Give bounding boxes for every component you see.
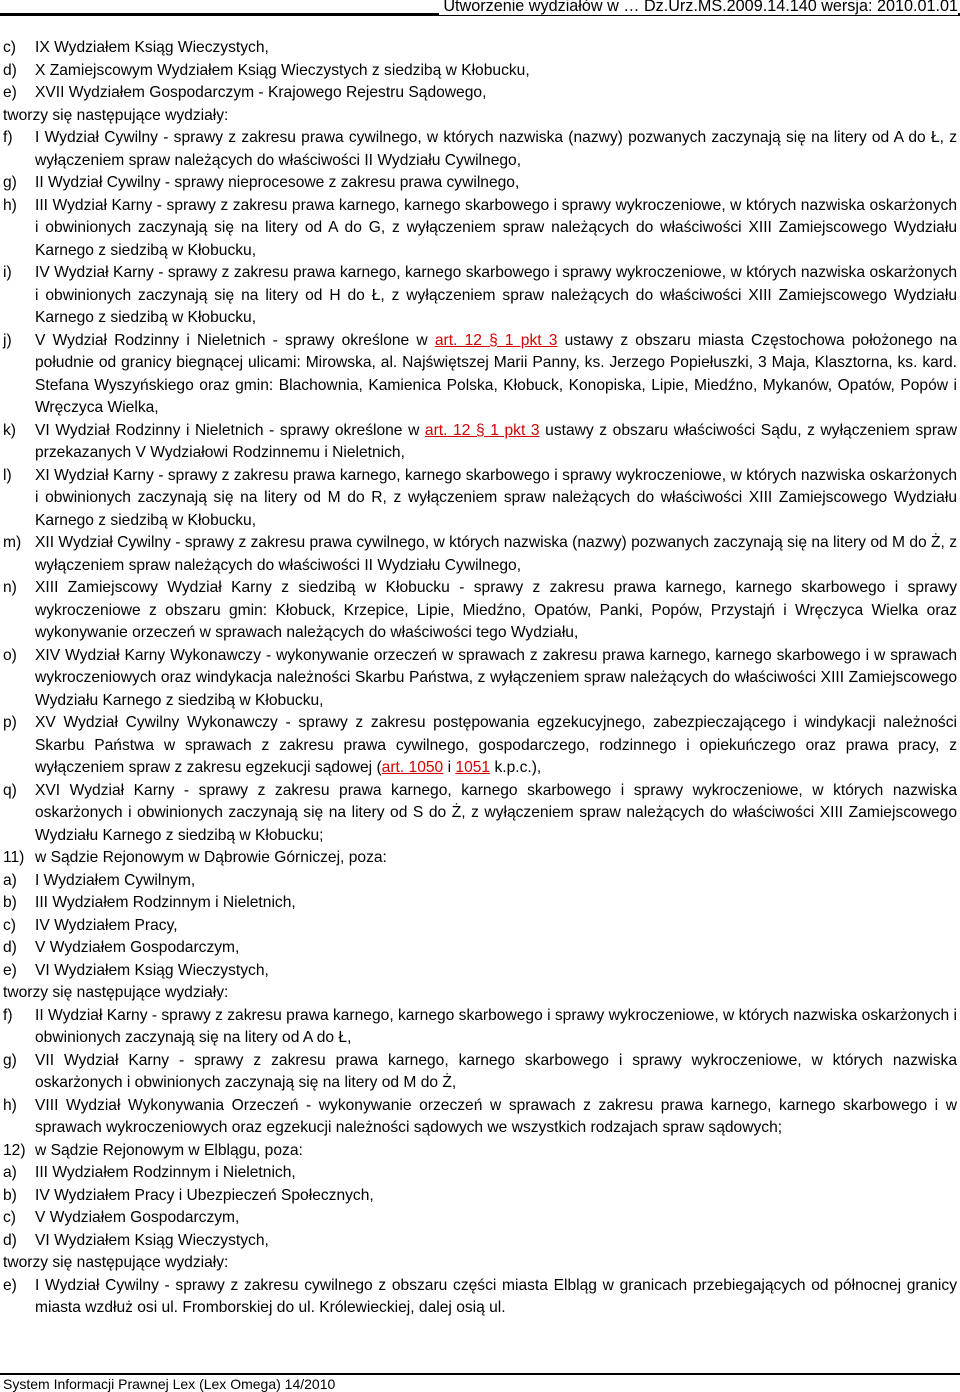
list-marker: f): [3, 129, 13, 146]
list-marker: h): [3, 1096, 17, 1114]
list-item: h) VIII Wydział Wykonywania Orzeczeń - wykonywanie orzeczeń w sprawach z zakresu prawa karnego, karnego skarbowego i w sprawach wykroczeniowych oraz egzekucji należności sądowych we wszystkich rodzajach spraw sądowych;: [3, 1096, 957, 1136]
list-item: p) XV Wydział Cywilny Wykonawczy - sprawy z zakresu postępowania egzekucyjnego, zabezpieczającego i windykacji należności Skarbu Państwa w sprawach z zakresu prawa cywilnego, gospodarczego, rodzinnego i opiekuńczego oraz prawa pracy, z wyłączeniem spraw z zakresu egzekucji sądowej (art. 1050 i 1051 k.p.c.),: [3, 714, 957, 776]
list-item: m) XII Wydział Cywilny - sprawy z zakresu prawa cywilnego, w których nazwiska (nazwy) pozwanych zaczynają się na litery od M do Ż, z wyłączeniem spraw należących do właściwości II Wydziału Cywilnego,: [3, 534, 957, 574]
list-marker: l): [3, 466, 12, 484]
list-item: h) III Wydział Karny - sprawy z zakresu prawa karnego, karnego skarbowego i sprawy wykroczeniowe, w których nazwiska oskarżonych i obwinionych zaczynają się na litery od A do G, z wyłączeniem spraw należących do właściwości XIII Zamiejscowego Wydziału Karnego z siedzibą w Kłobucku,: [3, 196, 957, 259]
list-item: i) IV Wydział Karny - sprawy z zakresu prawa karnego, karnego skarbowego i sprawy wykroczeniowe, w których nazwiska oskarżonych i obwinionych zaczynają się na litery od H do Ł, z wyłączeniem spraw należących do właściwości XIII Zamiejscowego Wydziału Karnego z siedzibą w Kłobucku,: [3, 264, 957, 326]
list-item: e) XVII Wydziałem Gospodarczym - Krajowego Rejestru Sądowego,: [3, 82, 957, 105]
article-link[interactable]: art. 1050: [381, 759, 444, 776]
list-marker: c): [3, 916, 16, 934]
list-marker: d): [3, 61, 17, 79]
list-marker: q): [3, 781, 17, 799]
list-marker: e): [3, 961, 17, 979]
list-item: b) IV Wydziałem Pracy i Ubezpieczeń Społecznych,: [3, 1185, 957, 1208]
list-item: n) XIII Zamiejscowy Wydział Karny z siedzibą w Kłobucku - sprawy z zakresu prawa karnego, karnego skarbowego i sprawy wykroczeniowe z obszaru gmin: Kłobuck, Krzepice, Lipie, Miedźno, Opatów, Panki, Popów, Przystajń i Wręczyca Wielka oraz wykonywanie orzeczeń w sprawach należących do właściwości tego Wydziału,: [3, 579, 957, 641]
document-header: Utworzenie wydziałów w … Dz.Urz.MS.2009.14.140 wersja: 2010.01.01: [439, 0, 958, 15]
list-marker: c): [3, 39, 16, 56]
list-marker: 12): [3, 1141, 26, 1159]
footer-rule: [0, 1373, 960, 1375]
list-item: f) I Wydział Cywilny - sprawy z zakresu prawa cywilnego, w których nazwiska (nazwy) pozwanych zaczynają się na litery od A do Ł, z wyłączeniem spraw należących do właściwości II Wydziału Cywilnego,: [3, 129, 957, 169]
list-item: j) V Wydział Rodzinny i Nieletnich - sprawy określone w art. 12 § 1 pkt 3 ustawy z obszaru miasta Częstochowa położonego na południe od granicy biegnącej ulicami: Mirowska, al. Najświętszej Marii Panny, ks. Jerzego Popiełuszki, 3 Maja, Klasztorna, ks. kard. Stefana Wyszyńskiego oraz gmin: Blachownia, Kamienica Polska, Kłobuck, Konopiska, Lipie, Miedźno, Mykanów, Opatów, Popów i Wręczyca Wielka,: [3, 331, 958, 416]
list-marker: h): [3, 196, 17, 214]
article-link[interactable]: art. 12 § 1 pkt 3: [434, 331, 558, 349]
list-marker: c): [3, 1209, 16, 1226]
list-marker: g): [3, 174, 17, 191]
list-item: e) I Wydział Cywilny - sprawy z zakresu cywilnego z obszaru części miasta Elbląg w granicach przebiegających od północnej granicy miasta wzdłuż osi ul. Fromborskiej do ul. Królewieckiej, dalej osią ul.: [3, 1276, 957, 1316]
list-marker: b): [3, 894, 17, 911]
list-marker: 11): [3, 849, 25, 866]
list-item: o) XIV Wydział Karny Wykonawczy - wykonywanie orzeczeń w sprawach z zakresu prawa karnego, karnego skarbowego i w sprawach wykroczeniowych oraz windykacja należności Skarbu Państwa, z wyłączeniem spraw należących do właściwości XIII Zamiejscowego Wydziału Karnego z siedzibą w Kłobucku,: [3, 646, 957, 709]
list-marker: k): [3, 421, 16, 439]
list-marker: b): [3, 1186, 17, 1204]
list-marker: m): [3, 534, 22, 551]
list-marker: o): [3, 646, 17, 664]
list-item: e) VI Wydziałem Ksiąg Wieczystych,: [3, 960, 957, 983]
list-marker: i): [3, 264, 12, 281]
list-item: b) III Wydziałem Rodzinnym i Nieletnich,: [3, 892, 957, 915]
list-item: g) VII Wydział Karny - sprawy z zakresu prawa karnego, karnego skarbowego i sprawy wykroczeniowe, w których nazwiska oskarżonych i obwinionych zaczynają się na litery od M do Ż,: [3, 1051, 957, 1091]
list-item: f) II Wydział Karny - sprawy z zakresu prawa karnego, karnego skarbowego i sprawy wykroczeniowe, w których nazwiska oskarżonych i obwinionych zaczynają się na litery od A do Ł,: [3, 1006, 957, 1046]
list-item: a) III Wydziałem Rodzinnym i Nieletnich,: [3, 1162, 957, 1185]
list-marker: e): [3, 1276, 17, 1294]
list-item: l) XI Wydział Karny - sprawy z zakresu prawa karnego, karnego skarbowego i sprawy wykroczeniowe, w których nazwiska oskarżonych i obwinionych zaczynają się na litery od M do R, z wyłączeniem spraw należących do właściwości XIII Zamiejscowego Wydziału Karnego z siedzibą w Kłobucku,: [3, 466, 957, 529]
list-marker: n): [3, 579, 17, 596]
list-marker: p): [3, 714, 17, 731]
list-item: c) IV Wydziałem Pracy,: [3, 915, 957, 938]
list-item: d) X Zamiejscowym Wydziałem Ksiąg Wieczystych z siedzibą w Kłobucku,: [3, 60, 957, 83]
list-marker: d): [3, 939, 17, 956]
list-marker: j): [3, 331, 12, 349]
list-item: c) IX Wydziałem Ksiąg Wieczystych,: [3, 37, 957, 60]
list-item: d) VI Wydziałem Ksiąg Wieczystych,: [3, 1230, 957, 1253]
list-marker: e): [3, 84, 17, 101]
list-marker: f): [3, 1006, 13, 1024]
list-item: 12) w Sądzie Rejonowym w Elblągu, poza:: [3, 1140, 957, 1163]
list-item: q) XVI Wydział Karny - sprawy z zakresu prawa karnego, karnego skarbowego i sprawy wykroczeniowe, w których nazwiska oskarżonych i obwinionych zaczynają się na litery od S do Ż, z wyłączeniem spraw należących do właściwości XIII Zamiejscowego Wydziału Karnego z siedzibą w Kłobucku;: [3, 781, 957, 844]
list-marker: g): [3, 1051, 17, 1069]
article-link[interactable]: art. 12 § 1 pkt 3: [424, 421, 540, 439]
article-link[interactable]: 1051: [455, 759, 491, 776]
list-item: a) I Wydziałem Cywilnym,: [3, 870, 957, 893]
list-marker: a): [3, 871, 17, 889]
list-item: c) V Wydziałem Gospodarczym,: [3, 1207, 957, 1230]
list-marker: d): [3, 1231, 17, 1249]
list-item: k) VI Wydział Rodzinny i Nieletnich - sprawy określone w art. 12 § 1 pkt 3 ustawy z obszaru właściwości Sądu, z wyłączeniem spraw przekazanych V Wydziałowi Rodzinnemu i Nieletnich,: [3, 421, 957, 461]
list-item: g) II Wydział Cywilny - sprawy nieprocesowe z zakresu prawa cywilnego,: [3, 172, 957, 195]
document-body: [3, 37, 957, 1320]
document-footer: System Informacji Prawnej Lex (Lex Omega) 14/2010: [3, 1376, 336, 1392]
list-item: 11) w Sądzie Rejonowym w Dąbrowie Górniczej, poza:: [3, 847, 957, 870]
intro-line: tworzy się następujące wydziały:: [3, 984, 229, 1001]
list-item: d) V Wydziałem Gospodarczym,: [3, 937, 957, 960]
list-marker: a): [3, 1164, 17, 1181]
intro-line: tworzy się następujące wydziały:: [3, 1254, 229, 1271]
intro-line: tworzy się następujące wydziały:: [3, 106, 229, 124]
